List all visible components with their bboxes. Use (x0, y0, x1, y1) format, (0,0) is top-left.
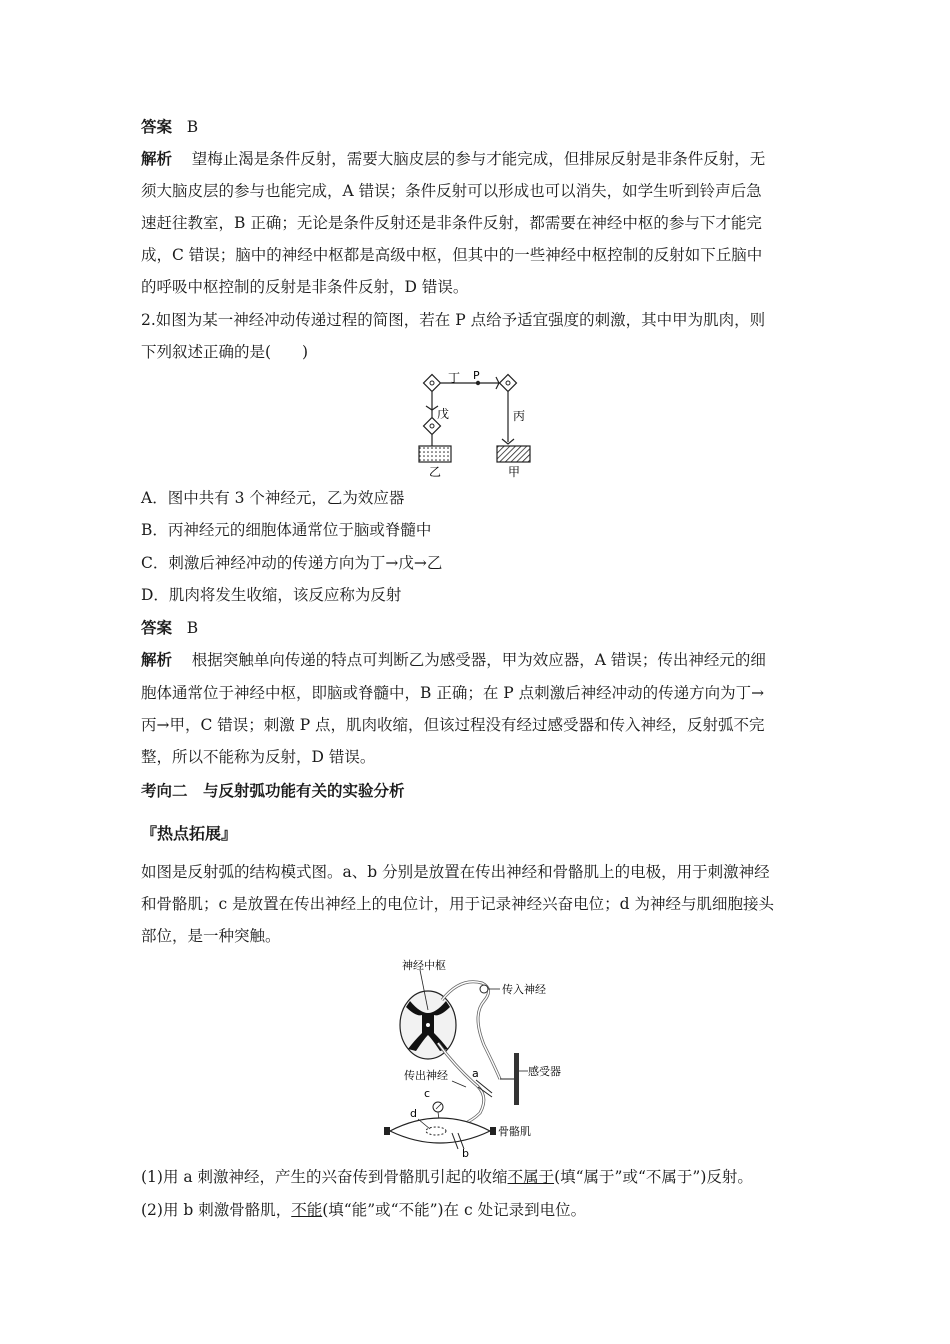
answer-label: 答案 (141, 118, 173, 136)
question-2-line-2: 下列叙述正确的是( ) (141, 343, 309, 361)
question-2-line-1: 2.如图为某一神经冲动传递过程的简图，若在 P 点给予适宜强度的刺激，其中甲为肌肉，则 (141, 311, 766, 329)
hot-topic-heading: 『热点拓展』 (141, 824, 238, 843)
analysis-label: 解析 (141, 150, 173, 168)
neuron-diamond-left-top (424, 375, 441, 392)
analysis-2-line-3: 丙→甲，C 错误；刺激 P 点，肌肉收缩，但该过程没有经过感受器和传入神经，反射弧不完 (141, 716, 765, 734)
analysis-2-line-4: 整，所以不能称为反射，D 错误。 (141, 748, 376, 766)
neuron-pathway-figure (410, 370, 550, 482)
receptor-box (419, 446, 451, 462)
answer-blank-1: 不属于 (507, 1168, 555, 1186)
analysis-1-line-3: 速赶往教室，B 正确；无论是条件反射还是非条件反射，都需要在神经中枢的参与下才能完 (141, 214, 762, 232)
answer-1 (141, 116, 198, 138)
analysis-1-line-2: 须大脑皮层的参与也能完成，A 错误；条件反射可以形成也可以消失，如学生听到铃声后急 (141, 182, 762, 200)
label-efferent: 传出神经 (404, 1069, 448, 1082)
label-d: d (410, 1107, 417, 1120)
label-muscle: 骨骼肌 (498, 1125, 531, 1138)
option-a: A．图中共有 3 个神经元，乙为效应器 (141, 489, 405, 507)
answer-label: 答案 (141, 619, 173, 637)
neuron-diamond-right-top (500, 375, 517, 392)
label-p: P (473, 370, 480, 382)
left-bracket-icon: 『 (141, 824, 158, 843)
analysis-1-line-1: 解析 望梅止渴是条件反射，需要大脑皮层的参与才能完成，但排尿反射是非条件反射，无 (141, 150, 766, 168)
answer-2 (141, 617, 198, 639)
label-a: a (472, 1067, 479, 1080)
hot-line-1: 如图是反射弧的结构模式图。a、b 分别是放置在传出神经和骨骼肌上的电极，用于刺激神经 (141, 863, 770, 881)
analysis-2-line-2: 胞体通常位于神经中枢，即脑或脊髓中，B 正确；在 P 点刺激后神经冲动的传递方向为丁→ (141, 684, 765, 702)
analysis-1-line-5: 的呼吸中枢控制的反射是非条件反射，D 错误。 (141, 278, 469, 296)
label-receptor: 感受器 (528, 1065, 561, 1078)
label-ding: 丁 (448, 371, 461, 385)
label-center: 神经中枢 (402, 959, 446, 972)
analysis-2-line-1: 解析 根据突触单向传递的特点可判断乙为感受器，甲为效应器，A 错误；传出神经元的细 (141, 651, 766, 669)
answer-value: B (186, 619, 199, 637)
analysis-label: 解析 (141, 651, 173, 669)
section-heading: 考向二 与反射弧功能有关的实验分析 (141, 782, 405, 800)
right-bracket-icon: 』 (221, 824, 238, 843)
muscle-shape (390, 1118, 490, 1143)
option-c: C．刺激后神经冲动的传递方向为丁→戊→乙 (141, 554, 443, 572)
option-d: D．肌肉将发生收缩，该反应称为反射 (141, 586, 402, 604)
receptor-bar (514, 1053, 519, 1105)
sub-question-1: (1)用 a 刺激神经，产生的兴奋传到骨骼肌引起的收缩不属于(填“属于”或“不属于”)反射。 (141, 1168, 753, 1186)
label-jia: 甲 (508, 465, 521, 479)
reflex-arc-figure (380, 955, 580, 1160)
label-afferent: 传入神经 (502, 983, 546, 996)
muscle-box (497, 446, 530, 462)
answer-value: B (186, 118, 199, 136)
label-wu: 戊 (437, 407, 450, 421)
label-b: b (462, 1147, 469, 1160)
label-c: c (424, 1087, 431, 1100)
answer-blank-2: 不能 (291, 1201, 323, 1219)
hot-line-3: 部位，是一种突触。 (141, 927, 281, 945)
label-bing: 丙 (513, 409, 526, 423)
hot-line-2: 和骨骼肌；c 是放置在传出神经上的电位计，用于记录神经兴奋电位；d 为神经与肌细胞接头 (141, 895, 774, 913)
label-yi: 乙 (429, 465, 442, 479)
sub-question-2: (2)用 b 刺激骨骼肌，不能(填“能”或“不能”)在 c 处记录到电位。 (141, 1201, 587, 1219)
option-b: B．丙神经元的细胞体通常位于脑或脊髓中 (141, 521, 432, 539)
analysis-1-line-4: 成，C 错误；脑中的神经中枢都是高级中枢，但其中的一些神经中枢控制的反射如下丘脑中 (141, 246, 763, 264)
spinal-cord-icon (400, 991, 456, 1059)
